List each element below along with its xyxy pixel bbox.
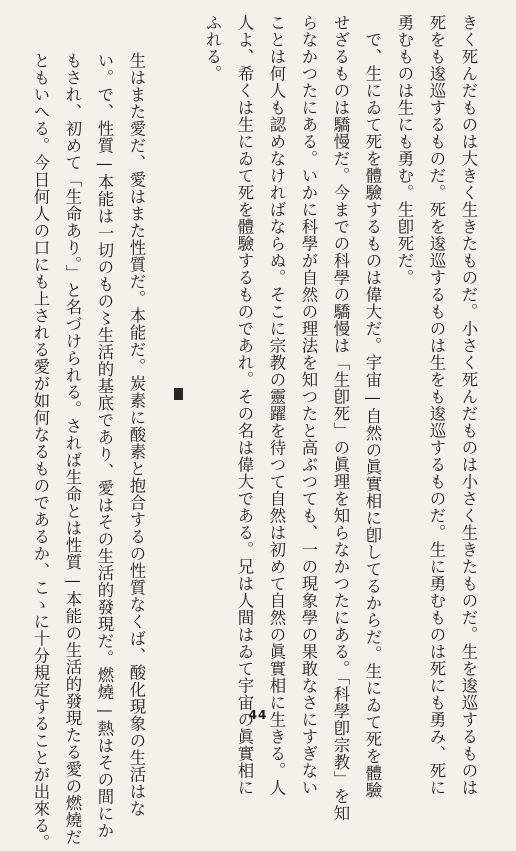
text-column: もされ、初めて「生命あり。」と名づけられる。されば生命とは性質—本能の生活的發現たる愛の燃燒だ <box>63 52 82 846</box>
text-column: 死をも逡巡するものだ。死を逡巡するものは生をも逡巡するものだ。生に勇むものは死にも勇み、死に <box>427 14 446 796</box>
section-marker <box>174 388 183 400</box>
text-column: 勇むものは生にも勇む。生卽死だ。 <box>395 14 414 286</box>
text-column: い。で、性質—本能は一切のもの〻生活的基底であり、愛はその生活的發現だ。燃燒—熱はその間にか <box>95 52 114 840</box>
text-column: で、生にゐて死を體驗するものは偉大だ。宇宙—自然の眞實相に卽してるからだ。生にゐて死を體驗 <box>363 14 382 799</box>
text-column: らなかつたにある。いかに科學が自然の理法を知つたと高ぶつても、一の現象學の果敢なさにすぎない <box>299 14 318 796</box>
text-column: 生はまた愛だ、愛はまた性質だ。本能だ。炭素に酸素と抱合するの性質なくば、酸化現象の生活はな <box>127 52 146 817</box>
text-column: せざるものは驕慢だ。今までの科學の驕慢は「生卽死」の眞理を知らなかつたにある。「科學卽宗教」を知 <box>331 14 350 822</box>
text-column: ふれる。 <box>203 14 222 82</box>
text-column: ことは何人も認めなければならぬ。そこに宗教の靈躍を待つて自然は初めて自然の眞實相に生きる。人 <box>267 14 286 796</box>
page-number: 44 <box>248 708 268 722</box>
text-column: きく死んだものは大きく生きたものだ。小さく死んだものは小さく生きたものだ。生を逡巡するものは <box>459 14 478 796</box>
text-column: 人よ、希くは生にゐて死を體驗するものであれ。その名は偉大である。兄は人間はゐて宇宙の眞實相に <box>235 14 254 796</box>
text-column: ともいへる。今日何人の口にも上される愛が如何なるものであるか、こゝに十分規定することが出來る。 <box>31 52 50 851</box>
